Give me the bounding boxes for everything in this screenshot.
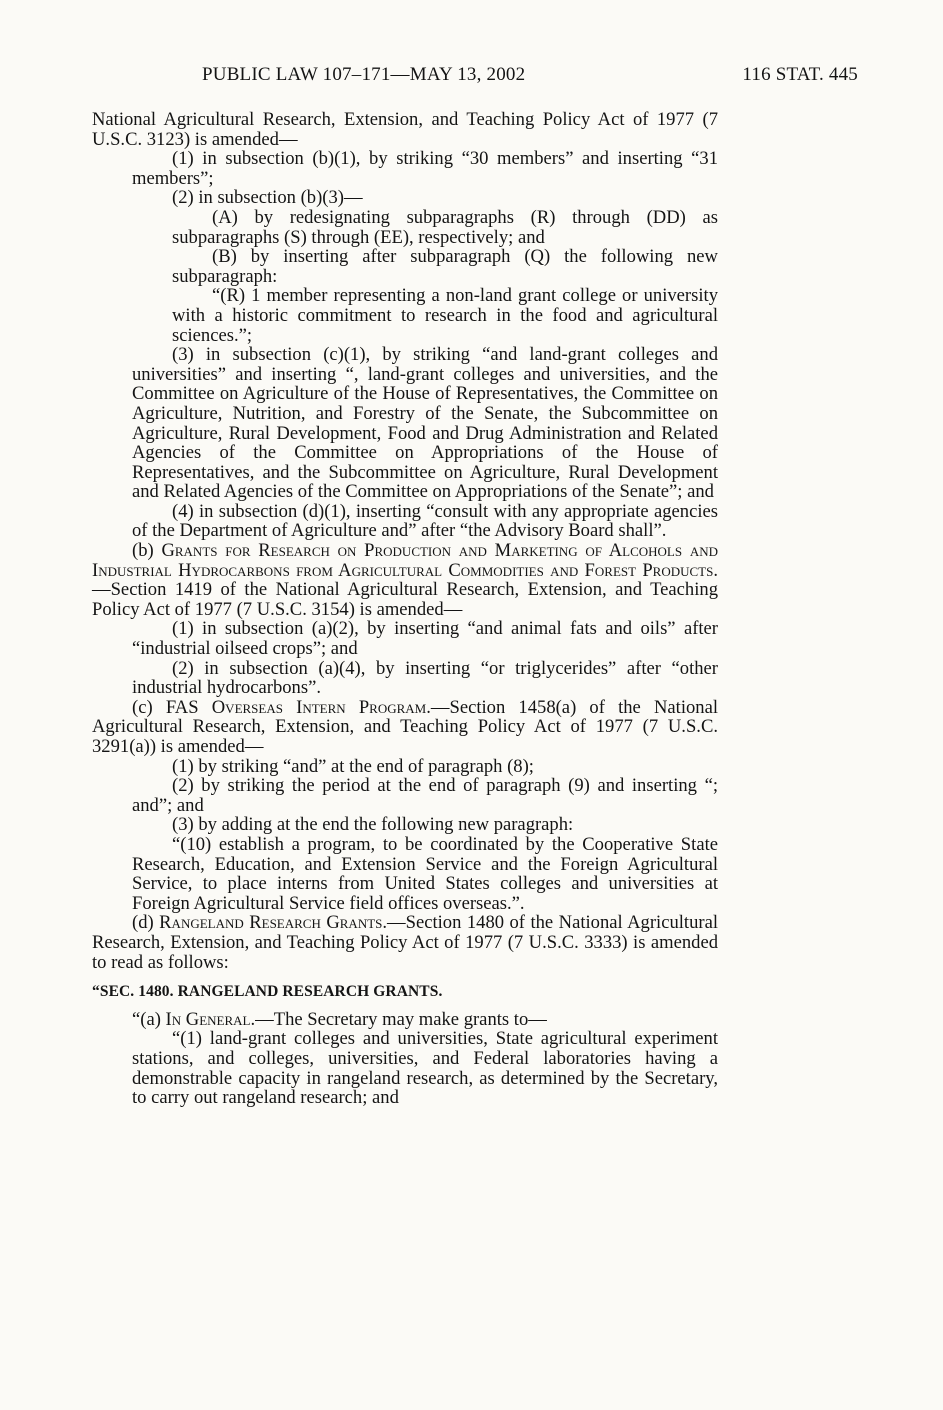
section-b-text: —Section 1419 of the National Agricultural Research, Extension, and Teaching Policy Act of 1977 (7 U.S.C. 3154) is amended— bbox=[92, 579, 718, 620]
section-b-item-1: (1) in subsection (a)(2), by inserting “and animal fats and oils” after “industrial oilseed crops”; and bbox=[132, 618, 718, 660]
section-1480-heading: “SEC. 1480. RANGELAND RESEARCH GRANTS. bbox=[92, 983, 443, 1001]
paragraph-subitem-a: (A) by redesignating subparagraphs (R) through (DD) as subparagraphs (S) through (EE), respectively; and bbox=[172, 206, 718, 248]
paragraph-item-4: (4) in subsection (d)(1), inserting “consult with any appropriate agencies of the Department of Agriculture and” after “the Advisory Board shall”. bbox=[132, 500, 718, 542]
section-c-item-1: (1) by striking “and” at the end of paragraph (8); bbox=[172, 755, 534, 777]
paragraph-item-3: (3) in subsection (c)(1), by striking “and land-grant colleges and universities” and inserting “, land-grant colleges and universities, and the Committee on Agriculture of the House of Representatives, the Committee on Agriculture, Nutrition, and Forestry of the Senate, the Subcommittee on Agriculture, Rural Development, Food and Drug Administration and Related Agencies of the Committee on Appropriations of the House of Representatives, and the Subcommittee on Agriculture, Rural Development and Related Agencies of the Committee on Appropriations of the Senate”; and bbox=[132, 344, 718, 503]
body-text bbox=[92, 110, 718, 1108]
paragraph-item-1: (1) in subsection (b)(1), by striking “30 members” and inserting “31 members”; bbox=[132, 148, 718, 189]
statute-page-number: 116 STAT. 445 bbox=[742, 64, 858, 85]
section-1480-a-text: —The Secretary may make grants to— bbox=[255, 1008, 547, 1030]
section-c-paragraph bbox=[92, 698, 718, 757]
quoted-subparagraph-r: “(R) 1 member representing a non-land grant college or university with a historic commitment to research in the food and agricultural sciences.”; bbox=[172, 285, 718, 346]
section-c-item-2: (2) by striking the period at the end of paragraph (9) and inserting “; and”; and bbox=[132, 775, 718, 816]
section-c-item-3: (3) by adding at the end the following new paragraph: bbox=[172, 814, 574, 836]
section-1480-a-label: “(a) bbox=[132, 1008, 161, 1030]
section-c-text: —Section 1458(a) of the National Agricultural Research, Extension, and Teaching Policy Act of 1977 (7 U.S.C. 3291(a)) is amended— bbox=[92, 696, 719, 757]
paragraph-subitem-b: (B) by inserting after subparagraph (Q) the following new subparagraph: bbox=[172, 246, 718, 287]
page-header bbox=[92, 64, 862, 90]
section-b-label: (b) bbox=[132, 540, 154, 562]
section-d-paragraph bbox=[92, 913, 718, 972]
section-d-heading: Rangeland Research Grants. bbox=[159, 912, 388, 934]
section-b-paragraph bbox=[92, 541, 718, 619]
section-1480-a-heading: In General. bbox=[165, 1008, 256, 1030]
section-b-item-2: (2) in subsection (a)(4), by inserting “or triglycerides” after “other industrial hydrocarbons”. bbox=[132, 657, 718, 699]
section-c-heading-acronym: FAS bbox=[165, 696, 199, 718]
paragraph-intro: National Agricultural Research, Extension, and Teaching Policy Act of 1977 (7 U.S.C. 3123) is amended— bbox=[92, 109, 718, 150]
section-c-label: (c) bbox=[132, 696, 153, 718]
section-1480-a-paragraph bbox=[92, 1010, 718, 1030]
section-b-heading: Grants for Research on Production and Marketing of Alcohols and Industrial Hydrocarbons from Agricultural Commodities and Forest Products. bbox=[92, 540, 718, 581]
section-c-quoted-paragraph-10: “(10) establish a program, to be coordinated by the Cooperative State Research, Education, and Extension Service and the Foreign Agricultural Service, to place interns from United States colleges and universities at Foreign Agricultural Service field offices overseas.”. bbox=[132, 833, 718, 914]
section-d-label: (d) bbox=[132, 912, 154, 934]
section-d-text: —Section 1480 of the National Agricultural Research, Extension, and Teaching Policy Act of 1977 (7 U.S.C. 3333) is amended to read as follows: bbox=[92, 912, 718, 973]
section-c-heading: Overseas Intern Program. bbox=[211, 696, 431, 718]
paragraph-item-2: (2) in subsection (b)(3)— bbox=[172, 187, 363, 209]
section-1480-a-item-1: “(1) land-grant colleges and universities, State agricultural experiment stations, and colleges, universities, and Federal laboratories having a demonstrable capacity in rangeland research, as determined by the Secretary, to carry out rangeland research; and bbox=[132, 1028, 718, 1109]
running-head: PUBLIC LAW 107–171—MAY 13, 2002 bbox=[202, 64, 526, 85]
